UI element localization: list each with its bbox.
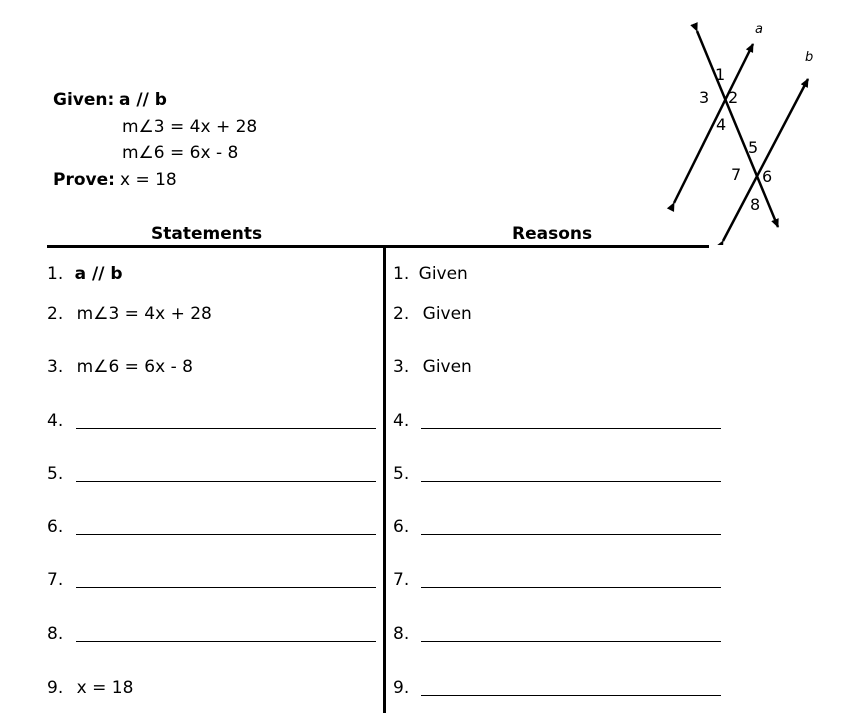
statement-text: m∠3 = 4x + 28 [76, 304, 212, 324]
statement-blank-5[interactable] [76, 481, 376, 482]
given-angle3-equation: m∠3 = 4x + 28 [122, 117, 258, 137]
angle-2-label: 2 [728, 88, 739, 107]
reason-number: 3. [393, 357, 410, 377]
parallel-lines-diagram [660, 10, 860, 245]
angle-8-label: 8 [750, 195, 761, 214]
statement-number: 1. [47, 264, 64, 284]
table-header-rule [47, 245, 709, 248]
statement-number: 9. [47, 678, 64, 698]
reason-blank-8[interactable] [421, 641, 721, 642]
given-parallel-lines: a // b [119, 90, 167, 110]
reason-row-1 [393, 264, 468, 284]
reason-number: 4. [393, 411, 410, 431]
angle-7-label: 7 [731, 165, 742, 184]
statement-number: 2. [47, 304, 64, 324]
reason-row-3 [393, 357, 472, 377]
reason-number: 2. [393, 304, 410, 324]
statement-blank-8[interactable] [76, 641, 376, 642]
reason-text: Given [422, 304, 472, 324]
reason-row-2 [393, 304, 472, 324]
reason-text: Given [418, 264, 468, 284]
reason-text: Given [422, 357, 472, 377]
angle-1-label: 1 [715, 65, 726, 84]
statement-blank-7[interactable] [76, 587, 376, 588]
statement-row-2 [47, 304, 212, 324]
statements-header: Statements [151, 224, 263, 244]
statement-row-9 [47, 678, 133, 698]
reason-blank-5[interactable] [421, 481, 721, 482]
statement-number: 8. [47, 624, 64, 644]
reason-number: 8. [393, 624, 410, 644]
statement-text: x = 18 [76, 678, 134, 698]
statement-row-3 [47, 357, 193, 377]
reason-number: 6. [393, 517, 410, 537]
statement-number: 3. [47, 357, 64, 377]
prove-statement: x = 18 [120, 170, 177, 190]
statement-number: 6. [47, 517, 64, 537]
statement-number: 5. [47, 464, 64, 484]
statement-row-1 [47, 264, 123, 284]
reason-blank-4[interactable] [421, 428, 721, 429]
angle-4-label: 4 [716, 115, 727, 134]
prove-label: Prove: [53, 170, 115, 190]
statement-blank-6[interactable] [76, 534, 376, 535]
line-b-label: b [805, 50, 814, 65]
statement-text: m∠6 = 6x - 8 [76, 357, 193, 377]
given-label: Given: [53, 90, 115, 110]
reasons-header: Reasons [512, 224, 593, 244]
line-a-label: a [755, 22, 763, 37]
reason-number: 7. [393, 570, 410, 590]
reason-blank-9[interactable] [421, 695, 721, 696]
reason-number: 1. [393, 264, 410, 284]
statement-text: a // b [74, 264, 123, 284]
angle-6-label: 6 [762, 167, 773, 186]
transversal-line [697, 31, 778, 227]
statement-number: 4. [47, 411, 64, 431]
reason-blank-6[interactable] [421, 534, 721, 535]
reason-number: 9. [393, 678, 410, 698]
angle-3-label: 3 [699, 88, 710, 107]
angle-5-label: 5 [748, 138, 759, 157]
statement-blank-4[interactable] [76, 428, 376, 429]
statement-number: 7. [47, 570, 64, 590]
reason-blank-7[interactable] [421, 587, 721, 588]
table-column-divider [383, 245, 386, 713]
reason-number: 5. [393, 464, 410, 484]
given-angle6-equation: m∠6 = 6x - 8 [122, 143, 239, 163]
